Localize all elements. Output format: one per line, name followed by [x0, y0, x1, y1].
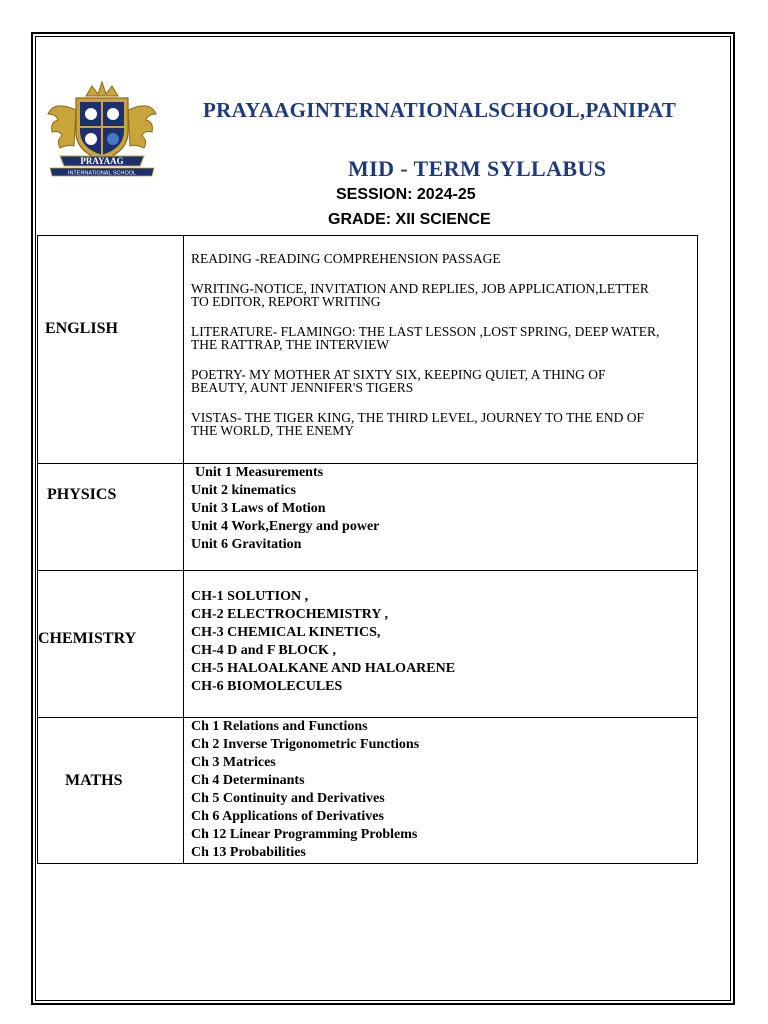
table-row-english [38, 236, 698, 464]
page-title: MID - TERM SYLLABUS [348, 156, 607, 181]
physics-item: Unit 4 Work,Energy and power [191, 519, 380, 534]
chemistry-item: CH-3 CHEMICAL KINETICS, [191, 625, 381, 640]
maths-item: Ch 2 Inverse Trigonometric Functions [191, 737, 420, 752]
physics-item: Unit 3 Laws of Motion [191, 501, 326, 516]
subject-cell-chemistry [38, 571, 184, 718]
physics-item: Unit 2 kinematics [191, 483, 296, 498]
table-row-chemistry [38, 571, 698, 718]
maths-item: Ch 12 Linear Programming Problems [191, 827, 418, 842]
subject-name-physics: PHYSICS [47, 486, 117, 503]
logo-right-wing [128, 106, 156, 148]
logo-crown [86, 82, 118, 96]
table-row-maths [38, 718, 698, 864]
content-cell-chemistry [184, 571, 698, 718]
maths-item: Ch 6 Applications of Derivatives [191, 809, 384, 824]
subject-cell-english [38, 236, 184, 464]
maths-item: Ch 13 Probabilities [191, 845, 306, 860]
physics-item: Unit 6 Gravitation [191, 537, 302, 552]
english-item: READING -READING COMPREHENSION PASSAGE [191, 251, 501, 266]
maths-item: Ch 1 Relations and Functions [191, 719, 368, 734]
maths-item: Ch 5 Continuity and Derivatives [191, 791, 385, 806]
english-item: LITERATURE- FLAMINGO: THE LAST LESSON ,LOST SPRING, DEEP WATER, THE RATTRAP, THE INTERVIEW [191, 324, 660, 352]
logo-subtext: INTERNATIONAL SCHOOL [67, 170, 137, 177]
content-cell-physics [184, 464, 698, 571]
maths-item: Ch 4 Determinants [191, 773, 305, 788]
english-item: POETRY- MY MOTHER AT SIXTY SIX, KEEPING QUIET, A THING OF BEAUTY, AUNT JENNIFER'S TIGERS [191, 367, 606, 395]
english-item: VISTAS- THE TIGER KING, THE THIRD LEVEL, JOURNEY TO THE END OF THE WORLD, THE ENEMY [191, 410, 645, 438]
chemistry-item: CH-5 HALOALKANE AND HALOARENE [191, 661, 456, 676]
content-cell-english [184, 236, 698, 464]
chemistry-item: CH-2 ELECTROCHEMISTRY , [191, 607, 388, 622]
maths-item: Ch 3 Matrices [191, 755, 276, 770]
subject-name-english: ENGLISH [45, 320, 118, 337]
subject-name-maths: MATHS [65, 772, 123, 789]
school-logo [46, 80, 158, 178]
physics-item: Unit 1 Measurements [195, 465, 324, 480]
subject-name-chemistry: CHEMISTRY [38, 630, 137, 647]
session-label: SESSION: 2024-25 [336, 186, 476, 203]
subject-cell-maths [38, 718, 184, 864]
table-row-physics [38, 464, 698, 571]
grade-label: GRADE: XII SCIENCE [328, 211, 491, 228]
logo-text: PRAYAAG [80, 156, 124, 166]
logo-left-wing [48, 106, 76, 148]
chemistry-item: CH-4 D and F BLOCK , [191, 643, 336, 658]
school-name: PRAYAAGINTERNATIONALSCHOOL,PANIPAT [203, 98, 677, 122]
chemistry-item: CH-6 BIOMOLECULES [191, 679, 343, 694]
english-item: WRITING-NOTICE, INVITATION AND REPLIES, JOB APPLICATION,LETTER TO EDITOR, REPORT WRITING [191, 281, 649, 309]
chemistry-item: CH-1 SOLUTION , [191, 589, 309, 604]
content-cell-maths [184, 718, 698, 864]
syllabus-table [37, 235, 698, 864]
subject-cell-physics [38, 464, 184, 571]
